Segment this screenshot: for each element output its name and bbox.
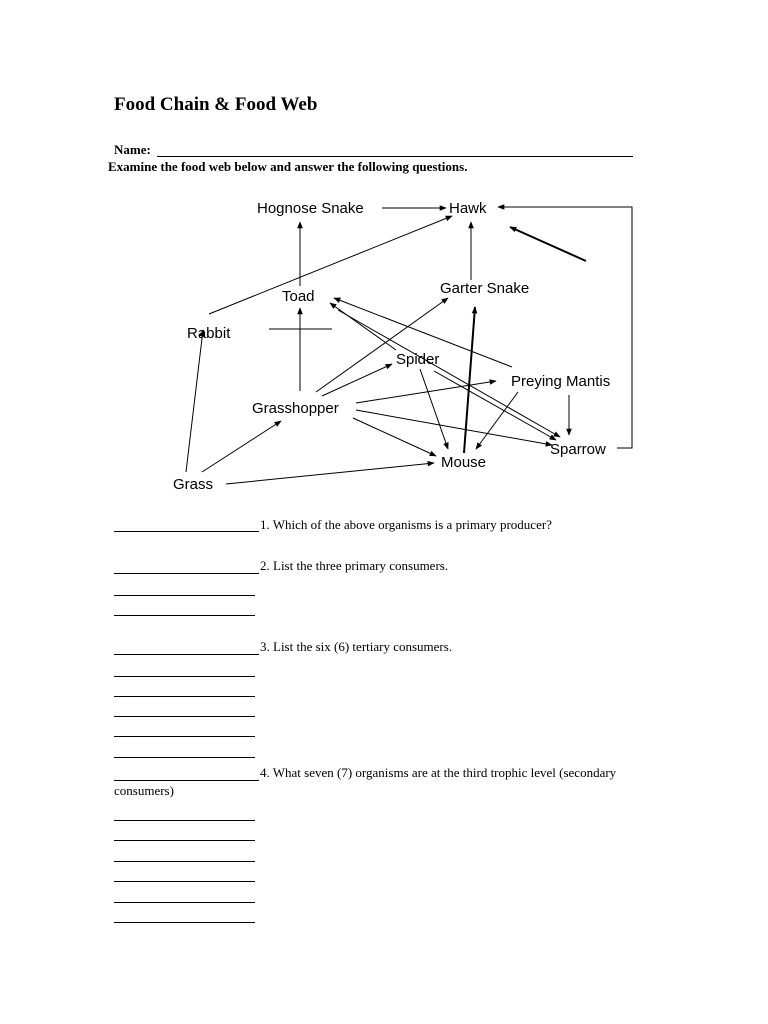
arrow-spider-to-mouse — [420, 369, 448, 449]
answer-line[interactable] — [114, 654, 259, 655]
organism-rabbit: Rabbit — [187, 325, 231, 342]
arrow-sparrow-to-hawk — [498, 207, 632, 448]
answer-line[interactable] — [114, 696, 255, 697]
answer-line[interactable] — [114, 840, 255, 841]
name-field-line[interactable] — [157, 156, 633, 157]
arrow-grasshopper-to-mouse — [353, 418, 436, 456]
question-2: 2. List the three primary consumers. — [260, 558, 449, 573]
instructions-text: Examine the food web below and answer the following questions. — [108, 159, 468, 174]
answer-line[interactable] — [114, 881, 255, 882]
question-4-continued: consumers) — [114, 783, 174, 798]
organism-grass: Grass — [173, 476, 214, 493]
arrow-grass-to-mouse — [226, 463, 434, 484]
answer-line[interactable] — [114, 573, 259, 574]
arrow-grass-to-grasshopper — [202, 421, 281, 472]
answer-line[interactable] — [114, 902, 255, 903]
name-label: Name: — [114, 142, 151, 157]
answer-line[interactable] — [114, 531, 259, 532]
answer-line[interactable] — [114, 757, 255, 758]
answer-line[interactable] — [114, 736, 255, 737]
organism-mouse: Mouse — [441, 454, 487, 471]
question-3: 3. List the six (6) tertiary consumers. — [260, 639, 453, 654]
answer-line[interactable] — [114, 615, 255, 616]
arrow-grasshopper-to-garter — [316, 298, 448, 392]
organism-garter-snake: Garter Snake — [440, 280, 530, 297]
organism-preying-mantis: Preying Mantis — [511, 373, 611, 390]
arrow-grass-to-rabbit — [186, 330, 203, 472]
arrow-grasshopper-to-mantis — [356, 381, 496, 403]
organism-spider: Spider — [396, 351, 440, 368]
question-4: 4. What seven (7) organisms are at the third trophic level (secondary — [260, 765, 617, 780]
answer-line[interactable] — [114, 780, 259, 781]
organism-hawk: Hawk — [449, 200, 487, 217]
arrow-free-to-hawk — [510, 227, 586, 261]
answer-line[interactable] — [114, 676, 255, 677]
answer-line[interactable] — [114, 716, 255, 717]
arrow-rabbit-to-hawk — [209, 216, 452, 314]
answer-line[interactable] — [114, 595, 255, 596]
page-title: Food Chain & Food Web — [114, 94, 318, 115]
question-1: 1. Which of the above organisms is a primary producer? — [260, 517, 552, 532]
organism-sparrow: Sparrow — [550, 441, 606, 458]
organism-hognose-snake: Hognose Snake — [257, 200, 364, 217]
organism-grasshopper: Grasshopper — [252, 400, 339, 417]
food-web-diagram — [0, 185, 768, 505]
answer-line[interactable] — [114, 922, 255, 923]
answer-line[interactable] — [114, 820, 255, 821]
organism-toad: Toad — [282, 288, 315, 305]
arrow-spider-to-toad — [330, 303, 396, 350]
answer-line[interactable] — [114, 861, 255, 862]
